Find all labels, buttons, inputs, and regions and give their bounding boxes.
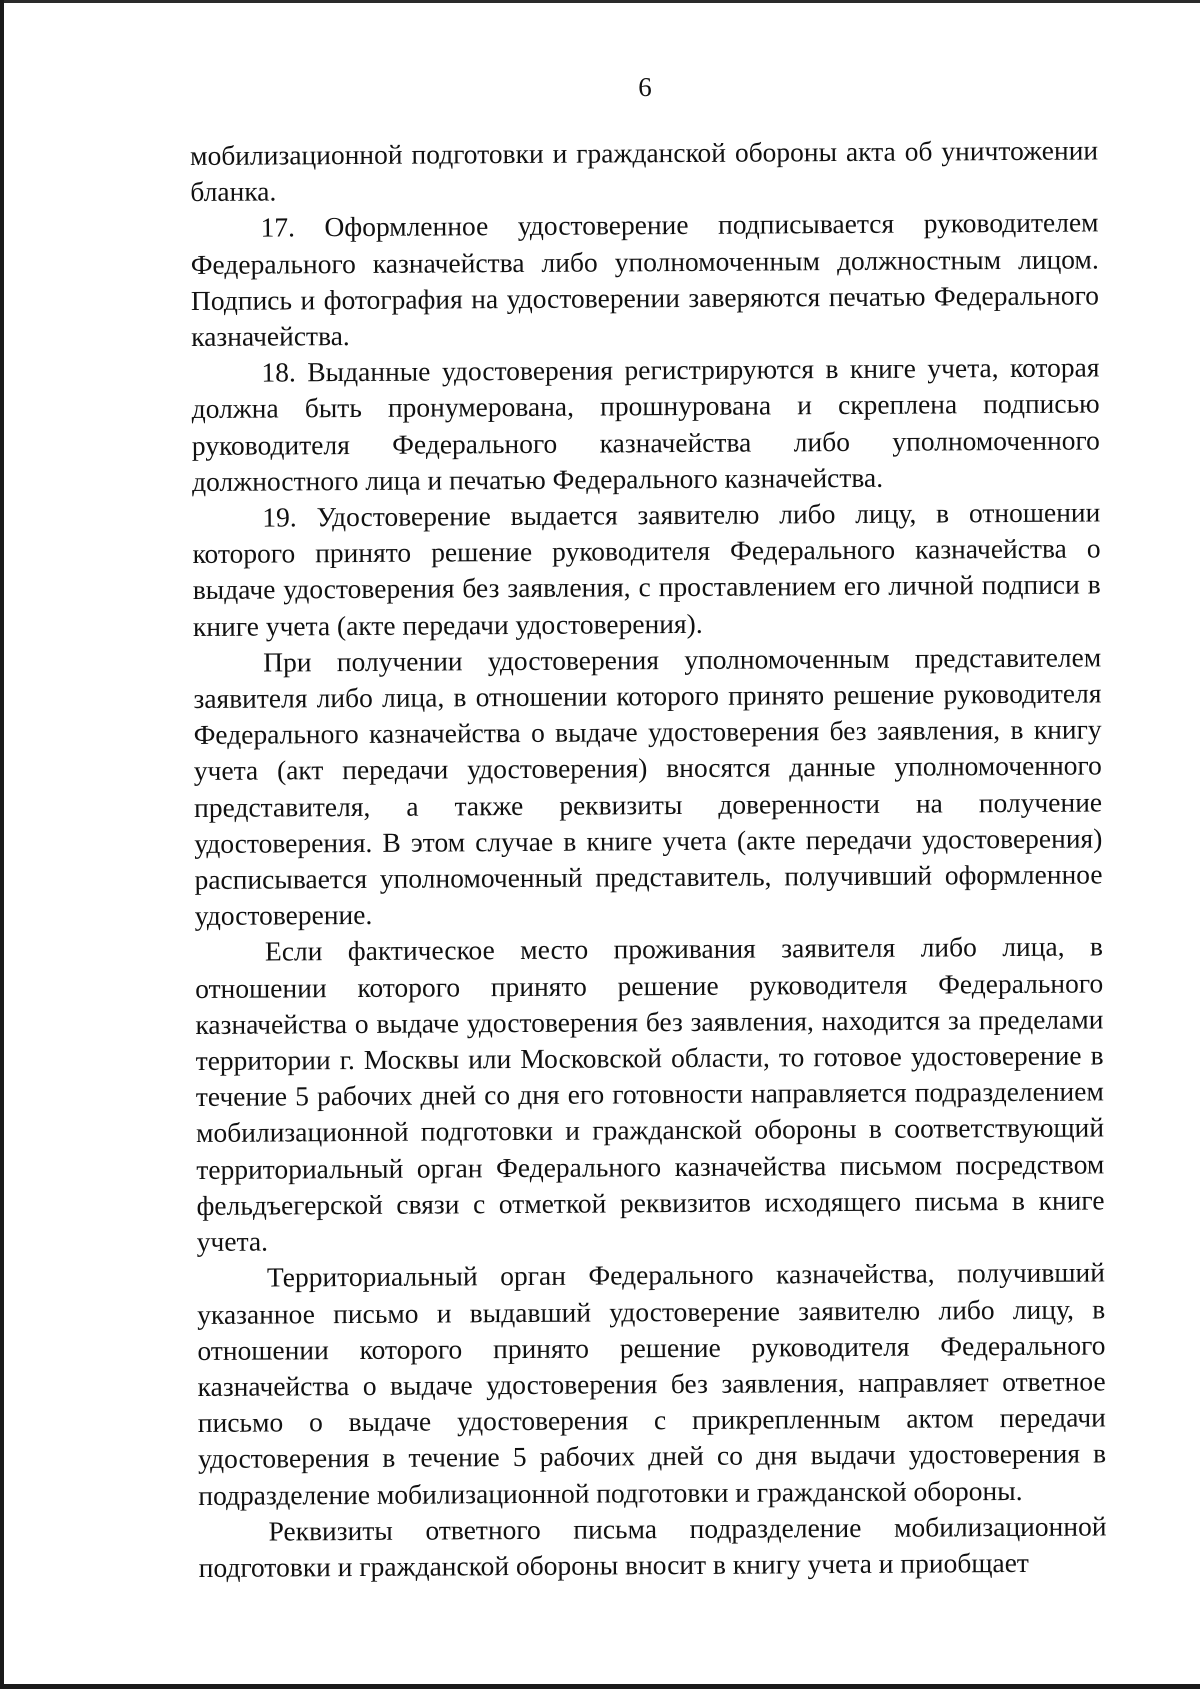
paragraph-item-17: 17. Оформленное удостоверение подписывается руководителем Федерального казначейства либо уполномоченным должностным лицом. Подпись и фотография на удостоверении заверяются печатью Федерального казначейства. (190, 206, 1100, 353)
paragraph-representative: При получении удостоверения уполномоченным представителем заявителя либо лица, в отношении которого принято решение руководителя Федерального казначейства о выдаче удостоверения без заявления, в книгу учета (акт передачи удостоверения) вносятся данные уполномоченного представителя, а также реквизиты доверенности на получение удостоверения. В этом случае в книге учета (акте передачи удостоверения) расписывается уполномоченный представитель, получивший оформленное удостоверение. (193, 641, 1103, 932)
document-body (190, 132, 1107, 1586)
paragraph-reply-details: Реквизиты ответного письма подразделение мобилизационной подготовки и гражданской обороны вносит в книгу учета и приобщает (198, 1510, 1107, 1583)
scan-edge-left (0, 0, 4, 1689)
scan-edge-bottom (0, 1684, 1200, 1689)
page-number: 6 (638, 72, 652, 102)
paragraph-residence: Если фактическое место проживания заявителя либо лица, в отношении которого принято решение руководителя Федерального казначейства о выдаче удостоверения без заявления, находится за пределами территории г. Москвы или Московской области, то готовое удостоверение в течение 5 рабочих дней со дня его готовности направляется подразделением мобилизационной подготовки и гражданской обороны в соответствующий территориальный орган Федерального казначейства письмом посредством фельдъегерской связи с отметкой реквизитов исходящего письма в книге учета. (195, 930, 1105, 1258)
paragraph-territorial-organ: Территориальный орган Федерального казначейства, получивший указанное письмо и выдавший удостоверение заявителю либо лицу, в отношении которого принято решение руководителя Федерального казначейства о выдаче удостоверения без заявления, направляет ответное письмо о выдаче удостоверения с прикрепленным актом передачи удостоверения в течение 5 рабочих дней со дня выдачи удостоверения в подразделение мобилизационной подготовки и гражданской обороны. (197, 1256, 1107, 1511)
scan-edge-top (0, 0, 1200, 3)
paragraph-item-18: 18. Выданные удостоверения регистрируются в книге учета, которая должна быть пронумерована, прошнурована и скреплена подписью руководителя Федерального казначейства либо уполномоченного должностного лица и печатью Федерального казначейства. (191, 351, 1100, 497)
paragraph-item-19: 19. Удостоверение выдается заявителю либо лицу, в отношении которого принято решение руководителя Федерального казначейства о выдаче удостоверения без заявления, с проставлением его личной подписи в книге учета (акте передачи удостоверения). (192, 496, 1101, 642)
paragraph-continuation: мобилизационной подготовки и гражданской обороны акта об уничтожении бланка. (190, 134, 1099, 208)
